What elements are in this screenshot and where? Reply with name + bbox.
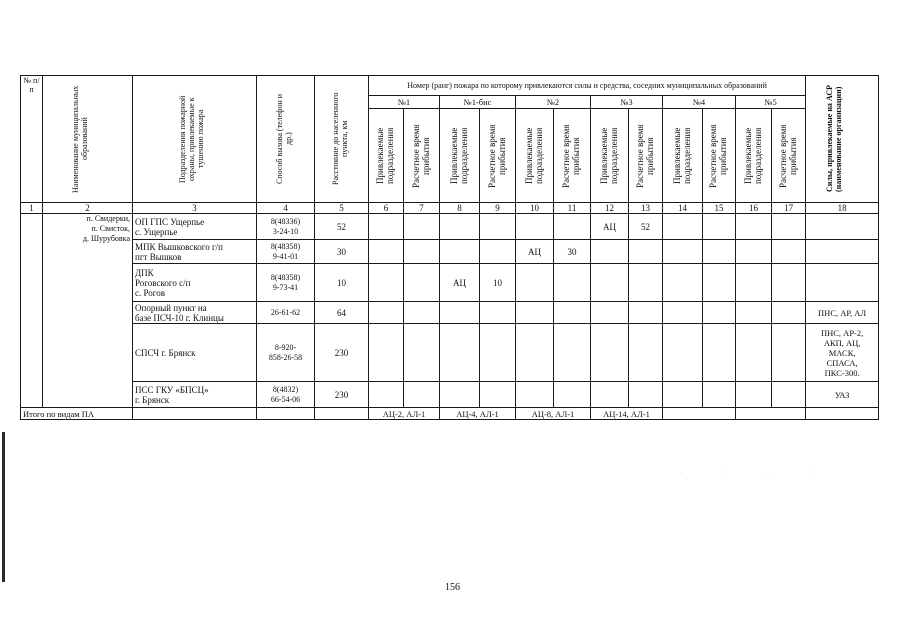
total-label: Итого по видам ПА (21, 408, 133, 420)
col-num: 15 (703, 203, 736, 214)
distance-cell: 230 (315, 324, 369, 382)
column-number-row (21, 203, 879, 214)
phone-cell (257, 214, 315, 240)
col-num: 1 (21, 203, 43, 214)
unit-name: МПК Вышковского г/п (135, 241, 223, 252)
municipality-name: п. Свисток, (91, 224, 130, 233)
assigned-unit-cell (663, 302, 703, 324)
phone-line: 66-54-06 (270, 394, 301, 404)
assigned-unit-cell (369, 382, 404, 408)
header-rank-group: Номер (ранг) пожара по которому привлекаются силы и средства, соседних муниципальных образований (369, 76, 806, 96)
assigned-unit-cell (440, 382, 480, 408)
forces-cell (806, 324, 879, 382)
header-rank-4: №4 (663, 96, 736, 109)
subheader-time: Расчетное время прибытия (629, 109, 663, 203)
subheader-time: Расчетное время прибытия (480, 109, 516, 203)
unit-cell (133, 324, 257, 382)
forces-cell (806, 382, 879, 408)
arrival-time-cell (629, 382, 663, 408)
arrival-time-cell (554, 302, 591, 324)
unit-name: Роговского с/п (135, 277, 191, 288)
header-rank-3: №3 (591, 96, 663, 109)
arrival-time-cell: 52 (629, 214, 663, 240)
table-row (21, 264, 879, 302)
unit-name: ОП ГПС Ущерпье (135, 216, 205, 227)
header-forces: Силы, привлекаемые на АСР (наименование организации) (806, 76, 879, 203)
unit-name: ПСС ГКУ «БПСЦ» (135, 384, 209, 395)
col-num: 5 (315, 203, 369, 214)
total-rank-3: АЦ-14, АЛ-1 (591, 408, 663, 420)
arrival-time-cell (629, 240, 663, 264)
table-row (21, 302, 879, 324)
unit-name: Опорный пункт на (135, 302, 207, 313)
scan-noise: · · · · (680, 470, 833, 476)
assigned-unit-cell (736, 324, 772, 382)
assigned-unit-cell (591, 264, 629, 302)
unit-name: г. Брянск (135, 394, 170, 405)
assigned-unit-cell (663, 324, 703, 382)
assigned-unit-cell (369, 302, 404, 324)
arrival-time-cell (404, 240, 440, 264)
col-num: 8 (440, 203, 480, 214)
arrival-time-cell (703, 324, 736, 382)
assigned-unit-cell (736, 214, 772, 240)
col-num: 4 (257, 203, 315, 214)
arrival-time-cell: 10 (480, 264, 516, 302)
phone-line: 26-61-62 (270, 307, 301, 317)
forces-line: АКП, АЦ, (823, 337, 861, 348)
col-num: 9 (480, 203, 516, 214)
unit-name: СПСЧ г. Брянск (135, 347, 196, 358)
row-number-cell (21, 214, 43, 408)
header-distance: Расстояние до населенного пункта, км (315, 76, 369, 203)
assigned-unit-cell (591, 302, 629, 324)
forces-cell (806, 302, 879, 324)
phone-cell (257, 382, 315, 408)
arrival-time-cell (404, 302, 440, 324)
assigned-unit-cell (440, 302, 480, 324)
assigned-unit-cell (663, 240, 703, 264)
arrival-time-cell (404, 214, 440, 240)
forces-cell (806, 214, 879, 240)
header-units: Подразделения пожарной охраны, привлекаемые к тушению пожара (133, 76, 257, 203)
col-num: 14 (663, 203, 703, 214)
assigned-unit-cell (516, 302, 554, 324)
subheader-units: Привлекаемые подразделения (591, 109, 629, 203)
distance-cell: 30 (315, 240, 369, 264)
assigned-unit-cell: АЦ (591, 214, 629, 240)
forces-line: ПНС, АР-2, (820, 327, 864, 338)
table-row (21, 324, 879, 382)
unit-name: ДПК (135, 267, 154, 278)
assigned-unit-cell (516, 324, 554, 382)
arrival-time-cell: 30 (554, 240, 591, 264)
header-call-method: Способ вызова (телефон и др.) (257, 76, 315, 203)
header-rank-5: №5 (736, 96, 806, 109)
forces-line: СПАСА, (826, 357, 858, 368)
assigned-unit-cell (516, 382, 554, 408)
unit-cell (133, 240, 257, 264)
unit-cell (133, 214, 257, 240)
phone-line: 8-920- (274, 342, 297, 352)
assigned-unit-cell (736, 302, 772, 324)
subheader-units: Привлекаемые подразделения (369, 109, 404, 203)
assigned-unit-cell (440, 214, 480, 240)
subheader-time: Расчетное время прибытия (554, 109, 591, 203)
arrival-time-cell (554, 382, 591, 408)
phone-line: 858-26-58 (268, 352, 303, 362)
phone-line: 9-73-41 (272, 282, 299, 292)
header-rank-2: №2 (516, 96, 591, 109)
assigned-unit-cell (591, 240, 629, 264)
arrival-time-cell (554, 264, 591, 302)
arrival-time-cell (772, 324, 806, 382)
subheader-time: Расчетное время прибытия (703, 109, 736, 203)
forces-line: МАСК, (828, 347, 856, 358)
table-row (21, 214, 879, 240)
forces-line: УАЗ (834, 389, 850, 400)
assigned-unit-cell (591, 382, 629, 408)
unit-name: с. Ущерпье (135, 226, 178, 237)
page-number: 156 (445, 582, 460, 593)
scan-artifact-line (2, 432, 5, 582)
col-num: 6 (369, 203, 404, 214)
total-rank-2: АЦ-8, АЛ-1 (516, 408, 591, 420)
arrival-time-cell (629, 302, 663, 324)
unit-name: пгт Вышков (135, 251, 182, 262)
col-num: 3 (133, 203, 257, 214)
assigned-unit-cell (663, 382, 703, 408)
assigned-unit-cell (369, 240, 404, 264)
assigned-unit-cell (440, 324, 480, 382)
header-num: № п/п (21, 76, 43, 203)
subheader-time: Расчетное время прибытия (404, 109, 440, 203)
col-num: 16 (736, 203, 772, 214)
col-num: 2 (43, 203, 133, 214)
col-num: 17 (772, 203, 806, 214)
arrival-time-cell (772, 302, 806, 324)
header-municipalities: Наименование муниципальных образований (43, 76, 133, 203)
col-num: 18 (806, 203, 879, 214)
col-num: 10 (516, 203, 554, 214)
arrival-time-cell (404, 264, 440, 302)
unit-cell (133, 382, 257, 408)
assigned-unit-cell (591, 324, 629, 382)
col-num: 7 (404, 203, 440, 214)
assigned-unit-cell (440, 240, 480, 264)
distance-cell: 64 (315, 302, 369, 324)
header-rank-1: №1 (369, 96, 440, 109)
phone-line: 8(48336) (270, 216, 301, 226)
forces-cell (806, 264, 879, 302)
distance-cell: 52 (315, 214, 369, 240)
phone-cell (257, 302, 315, 324)
arrival-time-cell (480, 302, 516, 324)
total-rank-1bis: АЦ-4, АЛ-1 (440, 408, 516, 420)
total-rank-1: АЦ-2, АЛ-1 (369, 408, 440, 420)
table-row (21, 240, 879, 264)
municipality-name: п. Свидерки, (86, 214, 130, 223)
subheader-units: Привлекаемые подразделения (516, 109, 554, 203)
arrival-time-cell (629, 264, 663, 302)
col-num: 13 (629, 203, 663, 214)
phone-line: 3-24-10 (272, 226, 299, 236)
arrival-time-cell (404, 382, 440, 408)
assigned-unit-cell (369, 324, 404, 382)
assigned-unit-cell: АЦ (516, 240, 554, 264)
col-num: 11 (554, 203, 591, 214)
arrival-time-cell (772, 264, 806, 302)
arrival-time-cell (703, 382, 736, 408)
arrival-time-cell (703, 240, 736, 264)
unit-cell (133, 264, 257, 302)
phone-cell (257, 324, 315, 382)
arrival-time-cell (703, 214, 736, 240)
distance-cell: 10 (315, 264, 369, 302)
forces-line: ПКС-300. (824, 367, 860, 378)
unit-name: с. Рогов (135, 287, 165, 298)
table-body (21, 214, 879, 408)
arrival-time-cell (404, 324, 440, 382)
arrival-time-cell (703, 264, 736, 302)
assigned-unit-cell (736, 382, 772, 408)
phone-line: 8(4832) (272, 384, 299, 394)
fire-forces-table (20, 75, 879, 420)
arrival-time-cell (480, 240, 516, 264)
distance-cell: 230 (315, 382, 369, 408)
subheader-time: Расчетное время прибытия (772, 109, 806, 203)
arrival-time-cell (772, 382, 806, 408)
subheader-units: Привлекаемые подразделения (736, 109, 772, 203)
assigned-unit-cell (736, 240, 772, 264)
phone-line: 9-41-01 (272, 251, 299, 261)
phone-line: 8(48358) (270, 241, 301, 251)
arrival-time-cell (480, 382, 516, 408)
phone-cell (257, 264, 315, 302)
phone-cell (257, 240, 315, 264)
subheader-units: Привлекаемые подразделения (440, 109, 480, 203)
header-rank-1bis: №1-бис (440, 96, 516, 109)
arrival-time-cell (772, 214, 806, 240)
assigned-unit-cell: АЦ (440, 264, 480, 302)
forces-line: ПНС, АР, АЛ (818, 307, 867, 318)
assigned-unit-cell (736, 264, 772, 302)
assigned-unit-cell (663, 264, 703, 302)
phone-line: 8(48358) (270, 272, 301, 282)
arrival-time-cell (772, 240, 806, 264)
arrival-time-cell (703, 302, 736, 324)
unit-cell (133, 302, 257, 324)
arrival-time-cell (480, 324, 516, 382)
arrival-time-cell (554, 324, 591, 382)
arrival-time-cell (629, 324, 663, 382)
assigned-unit-cell (369, 214, 404, 240)
table-row (21, 382, 879, 408)
col-num: 12 (591, 203, 629, 214)
unit-name: базе ПСЧ-10 г. Клинцы (135, 312, 224, 323)
arrival-time-cell (554, 214, 591, 240)
assigned-unit-cell (663, 214, 703, 240)
municipality-cell (43, 214, 133, 408)
forces-cell (806, 240, 879, 264)
subheader-units: Привлекаемые подразделения (663, 109, 703, 203)
assigned-unit-cell (516, 264, 554, 302)
assigned-unit-cell (516, 214, 554, 240)
arrival-time-cell (480, 214, 516, 240)
total-row (21, 408, 879, 420)
municipality-name: д. Шурубовка (82, 234, 130, 243)
assigned-unit-cell (369, 264, 404, 302)
